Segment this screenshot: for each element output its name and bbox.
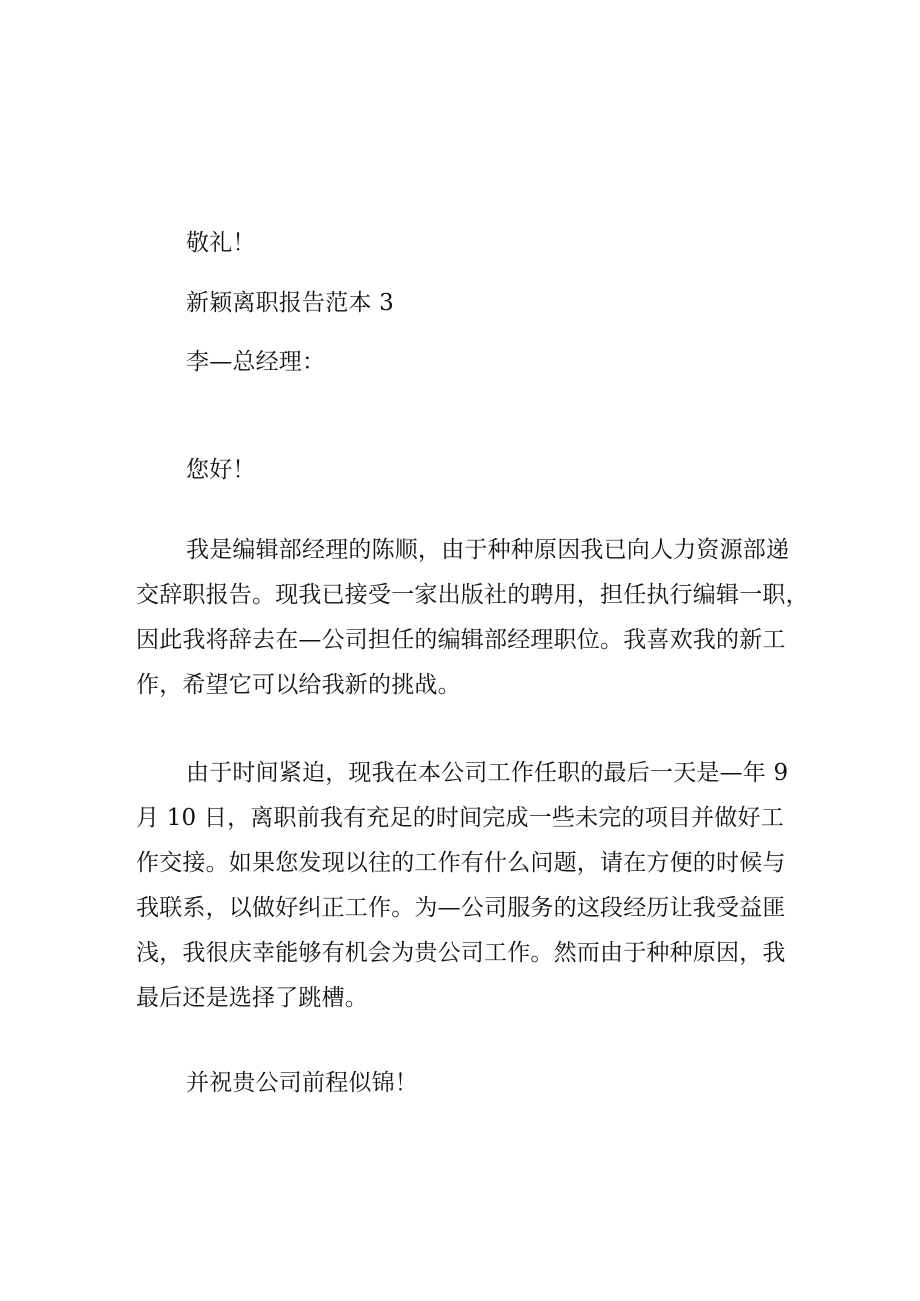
closing-line: 敬礼！ [186, 230, 256, 256]
report-heading: 新颖离职报告范本 3 [186, 290, 394, 316]
paragraph-line: 因此我将辞去在—公司担任的编辑部经理职位。我喜欢我的新工 [136, 627, 786, 653]
paragraph-line: 由于时间紧迫，现我在本公司工作任职的最后一天是—年 9 [186, 760, 789, 786]
salutation: 李—总经理： [186, 349, 326, 375]
greeting: 您好！ [186, 457, 256, 483]
closing-wish: 并祝贵公司前程似锦！ [186, 1070, 418, 1096]
paragraph-line: 交辞职报告。现我已接受一家出版社的聘用，担任执行编辑一职， [136, 582, 809, 608]
paragraph-line: 我是编辑部经理的陈顺，由于种种原因我已向人力资源部递 [186, 537, 790, 563]
paragraph-line: 月 10 日，离职前我有充足的时间完成一些未完的项目并做好工 [136, 805, 784, 831]
paragraph-line: 我联系，以做好纠正工作。为—公司服务的这段经历让我受益匪 [136, 895, 786, 921]
paragraph-line: 作，希望它可以给我新的挑战。 [136, 672, 461, 698]
paragraph-line: 最后还是选择了跳槽。 [136, 985, 368, 1011]
paragraph-line: 浅，我很庆幸能够有机会为贵公司工作。然而由于种种原因，我 [136, 940, 786, 966]
paragraph-line: 作交接。如果您发现以往的工作有什么问题，请在方便的时候与 [136, 850, 786, 876]
